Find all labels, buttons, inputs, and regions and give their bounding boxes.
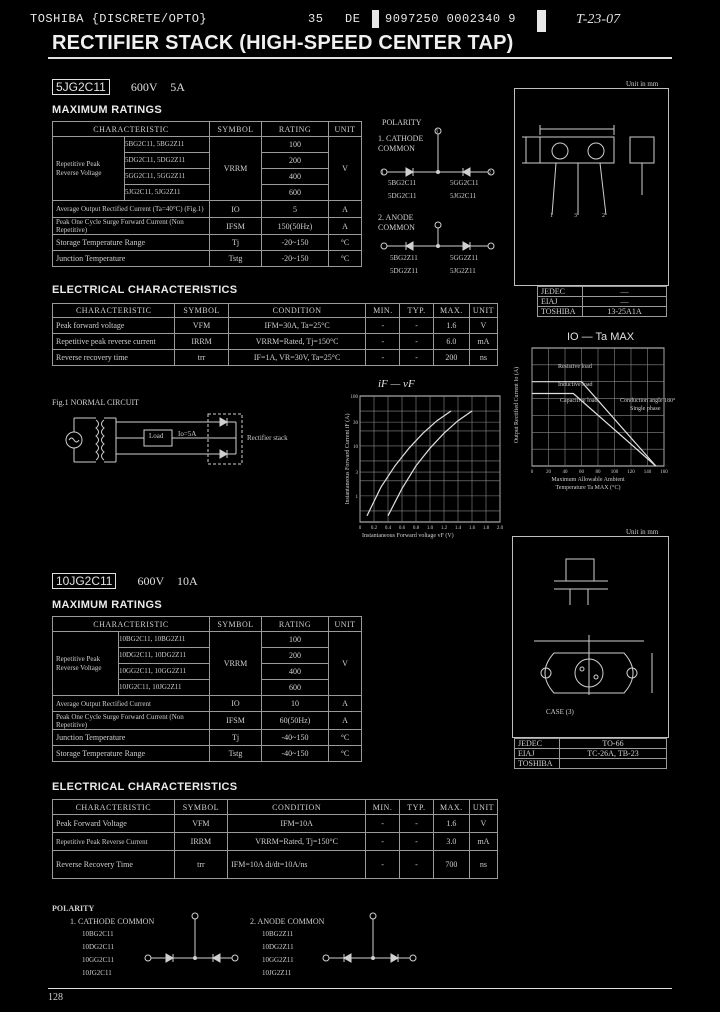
row-char: Storage Temperature Range (53, 235, 210, 251)
cell: - (400, 815, 434, 833)
fig1-io: Io=5A (178, 430, 197, 438)
fig1-stack: Rectifier stack (247, 434, 288, 442)
cell: VFM (174, 815, 228, 833)
vrrm-value: 100 (262, 137, 329, 153)
part2-voltage: 600V (137, 574, 164, 588)
package1-drawing (516, 95, 666, 225)
cell: Repetitive peak reverse current (53, 334, 175, 350)
cell: VRRM=Rated, Tj=150°C (228, 833, 366, 851)
x-tick-label: 60 (579, 470, 584, 475)
chart-iota-note: Single phase (630, 406, 661, 412)
part2-elec-table (52, 799, 498, 879)
pkg-label: EIAJ (515, 749, 560, 759)
polarity2-cathode-diagram (140, 910, 240, 970)
y-tick-label: 3 (355, 471, 358, 477)
cell: IFM=10A di/dt=10A/ns (228, 851, 366, 879)
x-tick-label: 0.4 (384, 526, 392, 531)
th: UNIT (469, 800, 497, 815)
cell: Repetitive Peak Reverse Current (53, 833, 175, 851)
type-row: 5BG2C11, 5BG2Z11 (125, 137, 209, 153)
type-row: 10JG2C11, 10JG2Z11 (119, 683, 182, 691)
polarity2-title: POLARITY (52, 904, 95, 913)
row-rating: 10 (262, 696, 329, 712)
vrrm-value: 200 (262, 648, 329, 664)
th-sym: SYMBOL (210, 617, 262, 632)
pkg-value: — (583, 287, 667, 297)
polarity2-cathode-type: 10GG2C11 (82, 956, 115, 964)
row-rating: -20~150 (262, 235, 329, 251)
series-line (532, 382, 656, 466)
th: CONDITION (228, 304, 366, 318)
polarity1-cathode-type: 5JG2C11 (450, 192, 477, 200)
type-row: 5DG2C11, 5DG2Z11 (125, 153, 209, 169)
row-unit: A (329, 201, 362, 218)
header-brand: TOSHIBA {DISCRETE/OPTO} (30, 12, 208, 26)
fig1-circuit (60, 408, 330, 468)
repetitive-cell (53, 632, 210, 696)
pin-num: 1 (381, 170, 384, 176)
unit-mm-2: Unit in mm (626, 528, 659, 536)
polarity1-anode-type: 5DG2Z11 (390, 267, 419, 275)
x-tick-label: 0 (530, 470, 534, 475)
x-tick-label: 40 (562, 470, 568, 475)
cell: VRRM=Rated, Tj=150°C (228, 334, 366, 350)
cell: - (400, 851, 434, 879)
package2-table (514, 738, 667, 769)
th: CONDITION (228, 800, 366, 815)
footer-rule (48, 988, 672, 989)
polarity1-anode-type: 5BG2Z11 (390, 254, 418, 262)
polarity1-anode-type: 5GG2Z11 (450, 254, 479, 262)
pkg-value: TC-26A, TB-23 (560, 749, 667, 759)
cell: 1.6 (433, 815, 469, 833)
part1-current: 5A (170, 80, 185, 94)
cell: - (400, 833, 434, 851)
th: TYP. (400, 304, 434, 318)
cell: - (366, 851, 400, 879)
vrrm-unit: V (329, 137, 362, 201)
row-char: Peak One Cycle Surge Forward Current (Non Repetitive) (53, 218, 210, 235)
cell: 6.0 (433, 334, 469, 350)
barcode-mark-2 (537, 10, 546, 32)
cell: - (366, 815, 400, 833)
x-tick-label: 20 (546, 470, 551, 475)
cell: mA (469, 833, 497, 851)
row-rating: 150(50Hz) (262, 218, 329, 235)
cell: 3.0 (433, 833, 469, 851)
cell: - (366, 350, 400, 366)
polarity2-anode-diagram (318, 910, 418, 970)
row-sym: Tj (210, 235, 262, 251)
cell: V (469, 815, 497, 833)
cell: - (366, 334, 400, 350)
row-sym: IO (210, 696, 262, 712)
row-unit: A (329, 696, 362, 712)
cell: trr (174, 851, 228, 879)
cell: IFM=30A, Ta=25°C (228, 318, 366, 334)
polarity1-anode-type: 5JG2Z11 (450, 267, 476, 275)
polarity2-anode-type: 10BG2Z11 (262, 930, 294, 938)
cell: IRRM (175, 334, 228, 350)
pkg-label: TOSHIBA (515, 759, 560, 769)
type-row: 10BG2C11, 10BG2Z11 (119, 632, 209, 648)
th-rating: RATING (262, 617, 329, 632)
part1-max-title: MAXIMUM RATINGS (52, 104, 163, 116)
row-char: Average Output Rectified Current (Ta=40°C) (Fig.1) (53, 201, 210, 218)
row-sym: Tstg (210, 746, 262, 762)
y-tick-label: 10 (353, 444, 358, 450)
chart-ifvf-xlabel: Instantaneous Forward voltage vF (V) (362, 533, 454, 539)
chart-iota-xlabel: Maximum Allowable Ambient Temperature Ta MAX (°C) (551, 477, 625, 491)
repetitive-label: Repetitive Peak Reverse Voltage (56, 159, 102, 177)
th: SYMBOL (174, 800, 228, 815)
th-unit: UNIT (329, 617, 362, 632)
row-char: Storage Temperature Range (53, 746, 210, 762)
cell: - (366, 318, 400, 334)
type-row: 5GG2C11, 5GG2Z11 (125, 169, 209, 185)
row-sym: Tstg (210, 251, 262, 267)
row-rating: 5 (262, 201, 329, 218)
chart-iota-note: Capacitive load (560, 398, 598, 404)
polarity1-cathode-type: 5GG2C11 (450, 179, 479, 187)
polarity1-cathode-type: 5BG2C11 (388, 179, 417, 187)
polarity2-anode-type: 10JG2Z11 (262, 969, 292, 977)
cell: V (469, 318, 497, 334)
x-tick-label: 1.8 (482, 526, 490, 531)
row-rating: 60(50Hz) (262, 712, 329, 730)
th: CHARACTERISTIC (53, 800, 175, 815)
type-row: 10DG2C11, 10DG2Z11 (119, 648, 209, 664)
cell: VFM (175, 318, 228, 334)
y-tick-label: 30 (353, 421, 358, 427)
th: SYMBOL (175, 304, 228, 318)
repetitive-label: Repetitive Peak Reverse Voltage (56, 654, 102, 672)
polarity1-cathode: 1. CATHODE COMMON (378, 134, 424, 153)
cell: Reverse recovery time (53, 350, 175, 366)
vrrm-symbol: VRRM (210, 137, 262, 201)
pkg-label: JEDEC (515, 739, 560, 749)
polarity2-cathode-type: 10BG2C11 (82, 930, 114, 938)
chart-iota-note: Inductive load (558, 382, 593, 388)
fig1-title: Fig.1 NORMAL CIRCUIT (52, 398, 140, 407)
pkg-value: TO-66 (560, 739, 667, 749)
cell: trr (175, 350, 228, 366)
row-unit: °C (329, 235, 362, 251)
polarity2-anode: 2. ANODE COMMON (250, 917, 325, 926)
th-rating: RATING (262, 122, 329, 137)
polarity1-anode: 2. ANODE COMMON (378, 213, 415, 232)
row-unit: °C (329, 730, 362, 746)
row-rating: -40~150 (262, 730, 329, 746)
vrrm-value: 600 (262, 680, 329, 696)
package2-drawing (514, 545, 664, 715)
x-tick-label: 1.4 (454, 526, 462, 531)
vrrm-unit: V (329, 632, 362, 696)
package2-case: CASE (3) (546, 708, 574, 716)
part1-voltage: 600V (130, 80, 158, 94)
chart-ifvf-title: iF — vF (378, 378, 415, 390)
header-code2: DE (345, 12, 361, 26)
handwritten-code: T-23-07 (576, 12, 621, 27)
row-sym: IFSM (210, 218, 262, 235)
svg-text:1: 1 (550, 213, 553, 219)
part2-current: 10A (176, 574, 198, 588)
polarity1-cathode-type: 5DG2C11 (388, 192, 417, 200)
row-unit: °C (329, 251, 362, 267)
pkg-value (560, 759, 667, 769)
part1-elec-title: ELECTRICAL CHARACTERISTICS (52, 284, 238, 296)
part1-max-table (52, 121, 362, 267)
cell: Reverse Recovery Time (53, 851, 175, 879)
x-tick-label: 2.0 (496, 526, 504, 531)
x-tick-label: 0.8 (412, 526, 420, 531)
svg-text:3: 3 (574, 213, 577, 219)
part2-heading (52, 573, 198, 589)
vrrm-symbol: VRRM (210, 632, 262, 696)
row-sym: IO (210, 201, 262, 218)
part2-max-table (52, 616, 362, 762)
th: CHARACTERISTIC (53, 304, 175, 318)
vrrm-value: 100 (262, 632, 329, 648)
chart-iota-ylabel: Output Rectified Current Io (A) (514, 366, 520, 444)
row-char: Junction Temperature (53, 251, 210, 267)
package1-table (537, 286, 667, 317)
x-tick-label: 1.2 (440, 526, 448, 531)
x-tick-label: 140 (643, 470, 652, 475)
cell: IF=1A, VR=30V, Ta=25°C (228, 350, 366, 366)
cell: Peak Forward Voltage (53, 815, 175, 833)
x-tick-label: 1.6 (468, 526, 476, 531)
vrrm-value: 400 (262, 664, 329, 680)
row-rating: -40~150 (262, 746, 329, 762)
chart-ifvf (338, 392, 504, 542)
page-number: 128 (48, 992, 63, 1003)
chart-ifvf-ylabel: Instantaneous Forward Current iF (A) (345, 413, 351, 505)
row-rating: -20~150 (262, 251, 329, 267)
unit-mm-1: Unit in mm (626, 80, 659, 88)
polarity2-cathode: 1. CATHODE COMMON (70, 917, 155, 926)
part2-max-title: MAXIMUM RATINGS (52, 599, 163, 611)
row-sym: IFSM (210, 712, 262, 730)
cell: 1.6 (433, 318, 469, 334)
cell: mA (469, 334, 497, 350)
y-tick-label: 100 (350, 395, 358, 400)
cell: - (400, 350, 434, 366)
title-rule (48, 57, 672, 59)
vrrm-value: 600 (262, 185, 329, 201)
cell: ns (469, 851, 497, 879)
row-char: Peak One Cycle Surge Forward Current (Non Repetitive) (53, 712, 210, 730)
x-tick-label: 120 (627, 470, 635, 475)
x-tick-label: 0.6 (398, 526, 406, 531)
header-code1: 35 (308, 12, 324, 26)
cell: IRRM (174, 833, 228, 851)
row-sym: Tj (210, 730, 262, 746)
x-tick-label: 0.2 (370, 526, 378, 531)
row-char: Junction Temperature (53, 730, 210, 746)
chart-iota-ylabel-wrap (512, 352, 522, 462)
cell: - (366, 833, 400, 851)
polarity2-anode-type: 10GG2Z11 (262, 956, 294, 964)
polarity1-title: POLARITY (382, 118, 422, 127)
pkg-value: 13-25A1A (583, 307, 667, 317)
x-tick-label: 1.0 (426, 526, 434, 531)
chart-ifvf-ylabel-wrap (342, 396, 352, 526)
x-tick-label: 160 (660, 470, 668, 475)
page-title: RECTIFIER STACK (HIGH-SPEED CENTER TAP) (52, 32, 514, 54)
row-char: Average Output Rectified Current (53, 696, 210, 712)
th-unit: UNIT (329, 122, 362, 137)
pkg-label: EIAJ (538, 297, 583, 307)
header-code3: 9097250 0002340 9 (385, 12, 516, 26)
cell: 700 (433, 851, 469, 879)
th-char: CHARACTERISTIC (53, 617, 210, 632)
polarity2-cathode-type: 10JG2C11 (82, 969, 112, 977)
polarity2-anode-type: 10DG2Z11 (262, 943, 294, 951)
pkg-value: — (583, 297, 667, 307)
vrrm-value: 400 (262, 169, 329, 185)
pin-num: 2 (488, 170, 491, 176)
cell: IFM=10A (228, 815, 366, 833)
vrrm-value: 200 (262, 153, 329, 169)
th: MIN. (366, 800, 400, 815)
part1-elec-table (52, 303, 498, 366)
pkg-label: TOSHIBA (538, 307, 583, 317)
part1-heading (52, 79, 185, 95)
row-unit: A (329, 218, 362, 235)
th: TYP. (400, 800, 434, 815)
row-unit: A (329, 712, 362, 730)
y-tick-label: 1 (355, 494, 358, 500)
part2-name: 10JG2C11 (52, 573, 116, 589)
cell: Peak forward voltage (53, 318, 175, 334)
th-char: CHARACTERISTIC (53, 122, 210, 137)
type-row: 10GG2C11, 10GG2Z11 (119, 664, 209, 680)
part2-elec-title: ELECTRICAL CHARACTERISTICS (52, 781, 238, 793)
chart-iota-note: Conduction angle 180° (620, 398, 676, 404)
part1-name: 5JG2C11 (52, 79, 110, 95)
x-tick-label: 0 (358, 526, 362, 531)
x-tick-label: 100 (610, 470, 619, 475)
polarity2-cathode-type: 10DG2C11 (82, 943, 115, 951)
row-unit: °C (329, 746, 362, 762)
x-tick-label: 80 (595, 470, 601, 475)
svg-text:2: 2 (602, 213, 605, 219)
chart-iota-note: Resistive load (558, 364, 592, 370)
series-line (532, 394, 656, 467)
th-sym: SYMBOL (210, 122, 262, 137)
cell: 200 (433, 350, 469, 366)
th: UNIT (469, 304, 497, 318)
fig1-load: Load (149, 432, 164, 440)
chart-iota-title: IO — Ta MAX (567, 331, 635, 343)
th: MAX. (433, 304, 469, 318)
th: MAX. (433, 800, 469, 815)
series-line (367, 411, 451, 516)
cell: - (400, 318, 434, 334)
repetitive-cell (53, 137, 210, 201)
cell: - (400, 334, 434, 350)
barcode-mark (372, 10, 379, 28)
type-row: 5JG2C11, 5JG2Z11 (125, 188, 181, 196)
pin-num: 3 (435, 129, 438, 135)
th: MIN. (366, 304, 400, 318)
cell: ns (469, 350, 497, 366)
pkg-label: JEDEC (538, 287, 583, 297)
